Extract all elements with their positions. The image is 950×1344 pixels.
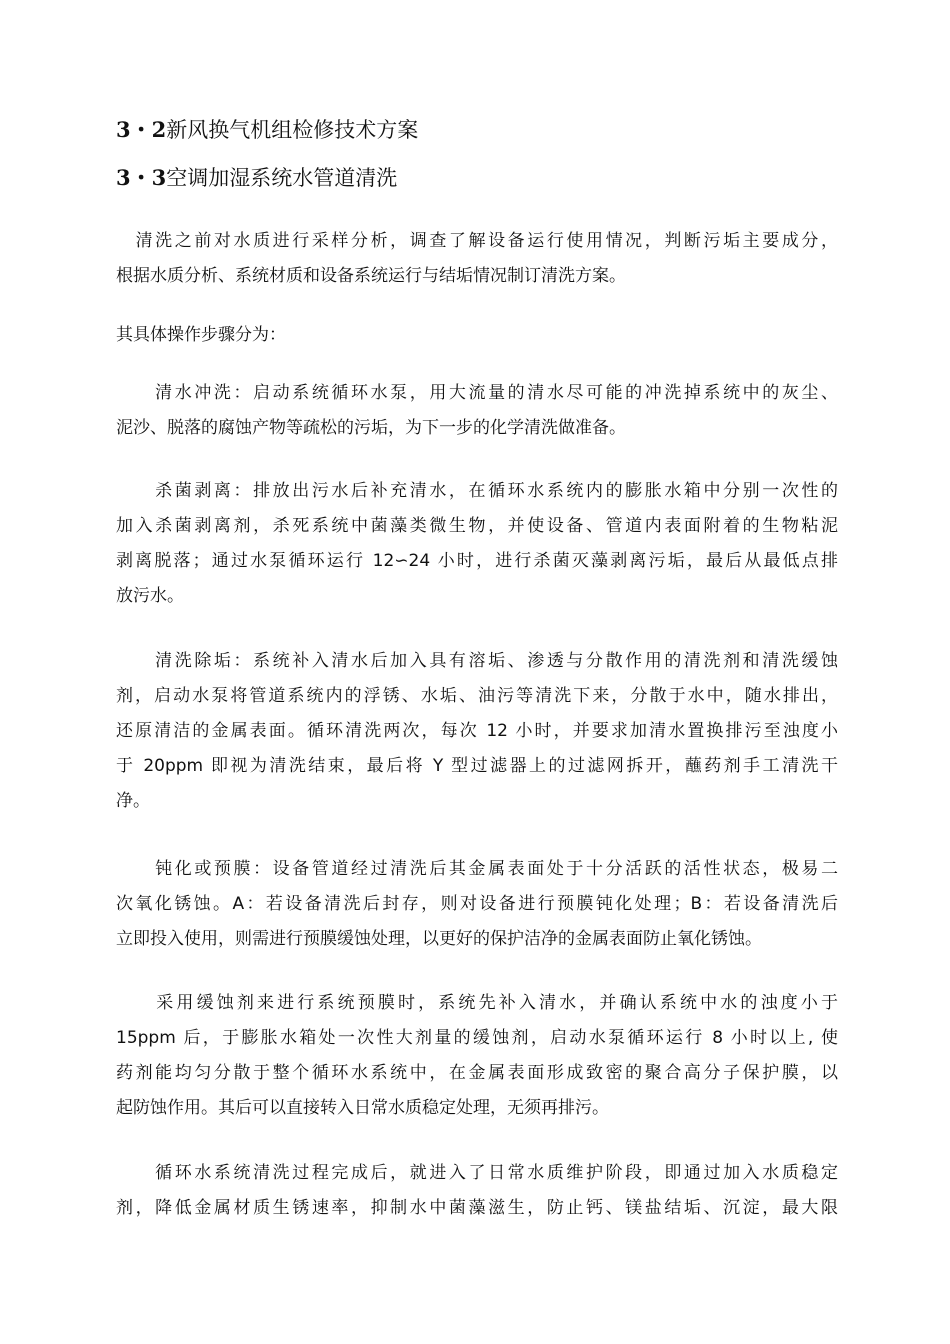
section-title: 空调加湿系统水管道清洗 xyxy=(166,166,398,190)
section-title: 新风换气机组检修技术方案 xyxy=(166,118,419,142)
text-line: 采用缓蚀剂来进行系统预膜时，系统先补入清水，并确认系统中水的浊度小于 xyxy=(116,993,838,1013)
text-line: 剂，启动水泵将管道系统内的浮锈、水垢、油污等清洗下来，分散于水中，随水排出， xyxy=(116,686,838,706)
text-line: 放污水。 xyxy=(116,586,184,606)
paragraph-sterilize xyxy=(116,474,838,614)
text-line: 药剂能均匀分散于整个循环水系统中，在金属表面形成致密的聚合高分子保护膜，以 xyxy=(116,1063,838,1083)
text-line: 于 20ppm 即视为清洗结束，最后将 Y 型过滤器上的过滤网拆开，蘸药剂手工清洗干 xyxy=(116,756,838,776)
paragraph-passivation xyxy=(116,852,838,957)
text-line: 起防蚀作用。其后可以直接转入日常水质稳定处理，无须再排污。 xyxy=(116,1098,609,1118)
text-line: 次氧化锈蚀。A：若设备清洗后封存，则对设备进行预膜钝化处理；B：若设备清洗后 xyxy=(116,894,838,914)
text-line: 清洗之前对水质进行采样分析，调查了解设备运行使用情况，判断污垢主要成分， xyxy=(116,231,838,251)
section-number: 3・3 xyxy=(116,165,167,190)
text-line: 净。 xyxy=(116,791,150,811)
paragraph-rinse xyxy=(116,376,838,446)
paragraph-prefilm xyxy=(116,986,838,1126)
text-line: 清水冲洗：启动系统循环水泵，用大流量的清水尽可能的冲洗掉系统中的灰尘、 xyxy=(116,383,838,403)
text-line: 加入杀菌剥离剂，杀死系统中菌藻类微生物，并使设备、管道内表面附着的生物粘泥 xyxy=(116,516,838,536)
paragraph-steps-intro xyxy=(116,318,838,353)
text-line: 15ppm 后，于膨胀水箱处一次性大剂量的缓蚀剂，启动水泵循环运行 8 小时以上, 使 xyxy=(116,1028,838,1048)
paragraph-maintenance xyxy=(116,1156,838,1226)
section-heading-3-3 xyxy=(116,164,397,192)
text-line: 根据水质分析、系统材质和设备系统运行与结垢情况制订清洗方案。 xyxy=(116,266,626,286)
text-line: 钝化或预膜：设备管道经过清洗后其金属表面处于十分活跃的活性状态，极易二 xyxy=(116,859,838,879)
text-line: 其具体操作步骤分为： xyxy=(116,325,286,345)
section-heading-3-2 xyxy=(116,116,418,144)
text-line: 杀菌剥离：排放出污水后补充清水，在循环水系统内的膨胀水箱中分别一次性的 xyxy=(116,481,838,501)
text-line: 还原清洁的金属表面。循环清洗两次，每次 12 小时，并要求加清水置换排污至浊度小 xyxy=(116,721,838,741)
text-line: 清洗除垢：系统补入清水后加入具有溶垢、渗透与分散作用的清洗剂和清洗缓蚀 xyxy=(116,651,838,671)
text-line: 立即投入使用，则需进行预膜缓蚀处理，以更好的保护洁净的金属表面防止氧化锈蚀。 xyxy=(116,929,762,949)
text-line: 剂，降低金属材质生锈速率，抑制水中菌藻滋生，防止钙、镁盐结垢、沉淀，最大限 xyxy=(116,1198,838,1218)
text-line: 剥离脱落；通过水泵循环运行 12∽24 小时，进行杀菌灭藻剥离污垢，最后从最低点排 xyxy=(116,551,838,571)
text-line: 泥沙、脱落的腐蚀产物等疏松的污垢，为下一步的化学清洗做准备。 xyxy=(116,418,626,438)
section-number: 3・2 xyxy=(116,117,167,142)
paragraph-descale xyxy=(116,644,838,819)
text-line: 循环水系统清洗过程完成后，就进入了日常水质维护阶段，即通过加入水质稳定 xyxy=(116,1163,838,1183)
paragraph-intro xyxy=(116,224,838,294)
